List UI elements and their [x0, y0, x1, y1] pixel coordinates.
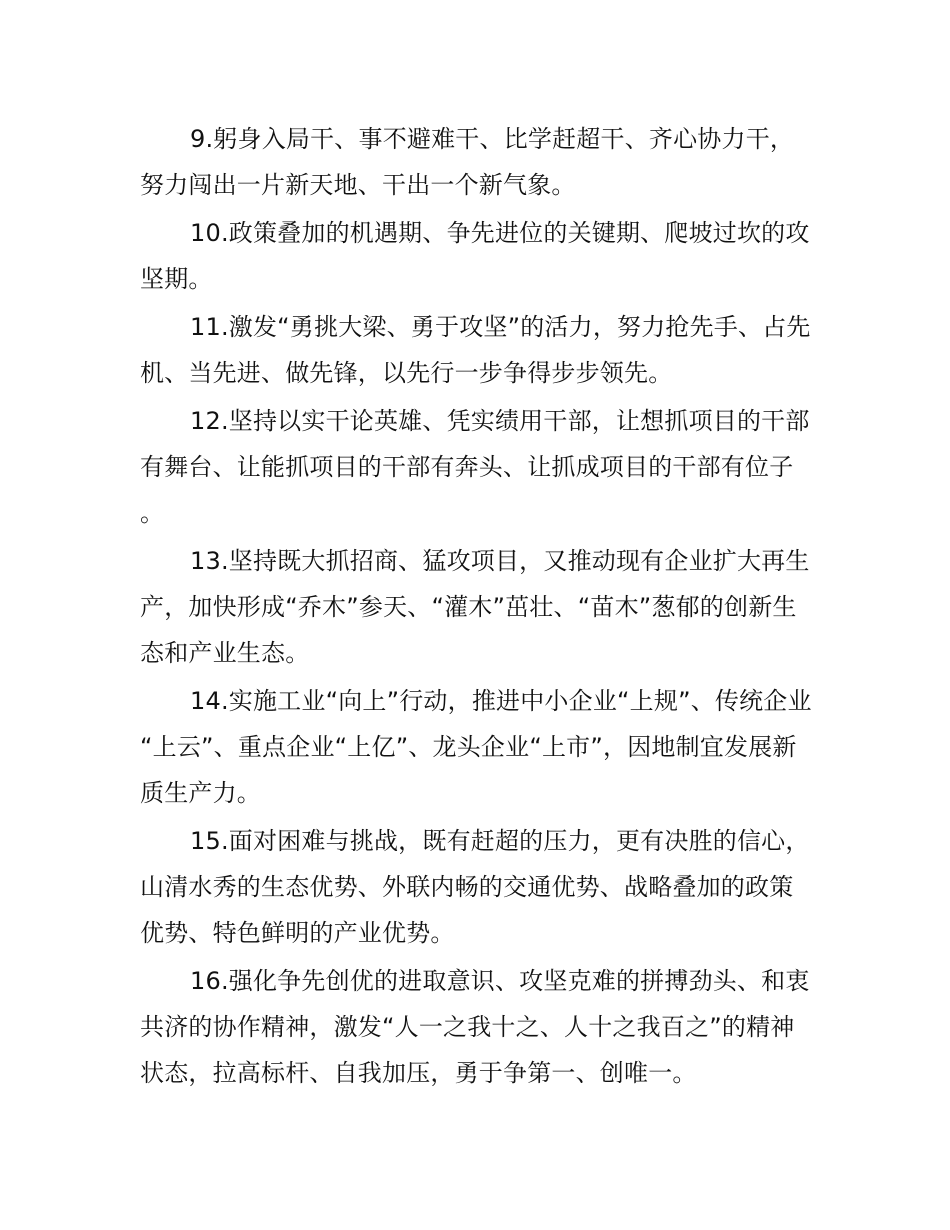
- paragraph-12: 12.坚持以实干论英雄、凭实绩用干部，让想抓项目的干部有舞台、让能抓项目的干部有奔头、让抓成项目的干部有位子。: [140, 407, 810, 527]
- paragraph-11: 11.激发“勇挑大梁、勇于攻坚”的活力，努力抢先手、占先机、当先进、做先锋，以先行一步争得步步领先。: [140, 313, 811, 387]
- paragraph-13: 13.坚持既大抓招商、猛攻项目，又推动现有企业扩大再生产，加快形成“乔木”参天、“灌木”茁壮、“苗木”葱郁的创新生态和产业生态。: [140, 547, 810, 667]
- paragraph-15: 15.面对困难与挑战，既有赶超的压力，更有决胜的信心，山清水秀的生态优势、外联内畅的交通优势、战略叠加的政策优势、特色鲜明的产业优势。: [140, 827, 810, 947]
- paragraph-9: 9.躬身入局干、事不避难干、比学赶超干、齐心协力干，努力闯出一片新天地、干出一个新气象。: [140, 125, 795, 199]
- paragraph-10: 10.政策叠加的机遇期、争先进位的关键期、爬坡过坎的攻坚期。: [140, 219, 810, 293]
- paragraph-16: 16.强化争先创优的进取意识、攻坚克难的拼搏劲头、和衷共济的协作精神，激发“人一之我十之、人十之我百之”的精神状态，拉高标杆、自我加压，勇于争第一、创唯一。: [140, 967, 810, 1087]
- document-body: [140, 116, 816, 1098]
- paragraph-14: 14.实施工业“向上”行动，推进中小企业“上规”、传统企业“上云”、重点企业“上亿”、龙头企业“上市”，因地制宜发展新质生产力。: [140, 687, 812, 807]
